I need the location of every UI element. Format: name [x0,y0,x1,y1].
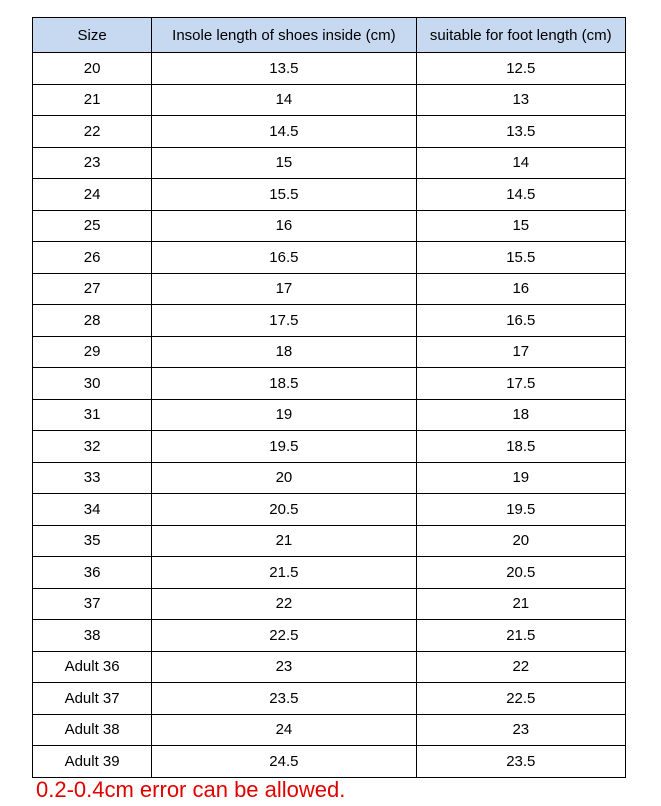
table-row [33,53,626,85]
cell-insole-length: 21 [152,525,416,557]
table-body [33,53,626,778]
cell-insole-length: 16 [152,210,416,242]
table-row [33,399,626,431]
table-row [33,620,626,652]
cell-size: Adult 37 [33,683,152,715]
cell-foot-length: 19 [416,462,625,494]
cell-insole-length: 20 [152,462,416,494]
cell-insole-length: 19.5 [152,431,416,463]
cell-size: Adult 36 [33,651,152,683]
cell-insole-length: 16.5 [152,242,416,274]
cell-insole-length: 18 [152,336,416,368]
cell-foot-length: 16.5 [416,305,625,337]
table-row [33,494,626,526]
cell-size: 32 [33,431,152,463]
cell-insole-length: 19 [152,399,416,431]
cell-foot-length: 14.5 [416,179,625,211]
table-row [33,116,626,148]
cell-insole-length: 24 [152,714,416,746]
cell-insole-length: 21.5 [152,557,416,589]
cell-size: Adult 39 [33,746,152,778]
cell-size: 29 [33,336,152,368]
cell-foot-length: 16 [416,273,625,305]
cell-size: 34 [33,494,152,526]
table-row [33,147,626,179]
cell-insole-length: 15.5 [152,179,416,211]
cell-insole-length: 23 [152,651,416,683]
cell-size: 25 [33,210,152,242]
cell-foot-length: 18.5 [416,431,625,463]
cell-foot-length: 22 [416,651,625,683]
cell-insole-length: 23.5 [152,683,416,715]
table-row [33,462,626,494]
cell-foot-length: 17 [416,336,625,368]
cell-size: 22 [33,116,152,148]
cell-insole-length: 15 [152,147,416,179]
header-foot-length: suitable for foot length (cm) [416,18,625,53]
table-row [33,651,626,683]
table-row [33,588,626,620]
cell-insole-length: 24.5 [152,746,416,778]
table-row [33,525,626,557]
header-insole-length: Insole length of shoes inside (cm) [152,18,416,53]
cell-size: 36 [33,557,152,589]
cell-foot-length: 12.5 [416,53,625,85]
cell-size: 37 [33,588,152,620]
cell-foot-length: 21.5 [416,620,625,652]
size-chart-table [32,17,626,778]
table-row [33,557,626,589]
cell-size: 35 [33,525,152,557]
cell-size: 27 [33,273,152,305]
cell-foot-length: 18 [416,399,625,431]
cell-insole-length: 22 [152,588,416,620]
cell-insole-length: 13.5 [152,53,416,85]
cell-size: 20 [33,53,152,85]
cell-size: 28 [33,305,152,337]
cell-foot-length: 19.5 [416,494,625,526]
cell-size: 24 [33,179,152,211]
table-row [33,84,626,116]
cell-size: 26 [33,242,152,274]
table-row [33,210,626,242]
cell-foot-length: 13 [416,84,625,116]
header-size: Size [33,18,152,53]
cell-foot-length: 23 [416,714,625,746]
cell-insole-length: 20.5 [152,494,416,526]
cell-foot-length: 20.5 [416,557,625,589]
cell-foot-length: 20 [416,525,625,557]
cell-foot-length: 15.5 [416,242,625,274]
cell-insole-length: 22.5 [152,620,416,652]
cell-foot-length: 15 [416,210,625,242]
table-row [33,179,626,211]
cell-insole-length: 14 [152,84,416,116]
cell-insole-length: 17 [152,273,416,305]
cell-foot-length: 22.5 [416,683,625,715]
table-row [33,336,626,368]
table-header [33,18,626,53]
cell-foot-length: 21 [416,588,625,620]
cell-size: 33 [33,462,152,494]
table-row [33,714,626,746]
table-row [33,746,626,778]
cell-size: 38 [33,620,152,652]
table-row [33,368,626,400]
table-row [33,242,626,274]
table-row [33,305,626,337]
cell-insole-length: 18.5 [152,368,416,400]
table-row [33,683,626,715]
cell-size: 31 [33,399,152,431]
table-row [33,273,626,305]
cell-foot-length: 13.5 [416,116,625,148]
cell-size: 30 [33,368,152,400]
header-row [33,18,626,53]
cell-size: Adult 38 [33,714,152,746]
cell-size: 21 [33,84,152,116]
cell-insole-length: 17.5 [152,305,416,337]
cell-insole-length: 14.5 [152,116,416,148]
cell-foot-length: 23.5 [416,746,625,778]
table-row [33,431,626,463]
cell-size: 23 [33,147,152,179]
tolerance-note: 0.2-0.4cm error can be allowed. [36,777,346,802]
cell-foot-length: 17.5 [416,368,625,400]
cell-foot-length: 14 [416,147,625,179]
